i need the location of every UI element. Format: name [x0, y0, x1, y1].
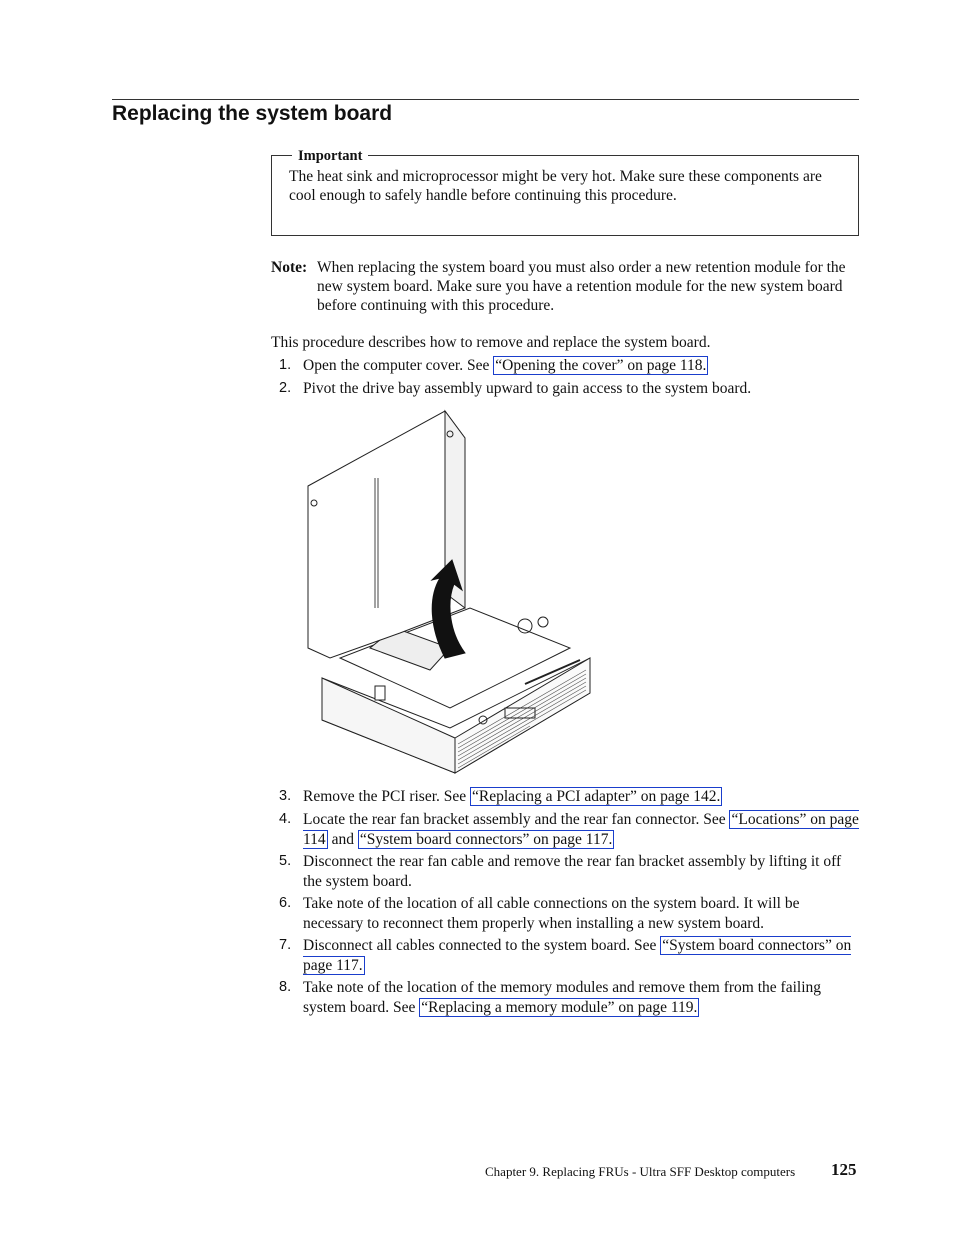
- step-number: 3.: [279, 788, 292, 804]
- locations-link[interactable]: “Locations” on page 114: [303, 811, 859, 848]
- step-text-body: Locate the rear fan bracket assembly and the rear fan connector. See: [303, 811, 730, 828]
- step-text-body: Remove the PCI riser. See: [303, 788, 471, 805]
- step-text: [303, 810, 863, 849]
- important-text: The heat sink and microprocessor might be very hot. Make sure these components are cool enough to safely handle before continuing this procedure.: [289, 168, 822, 204]
- important-label: Important: [292, 148, 368, 164]
- step-text: [303, 936, 863, 975]
- step-text-body: Disconnect all cables connected to the system board. See: [303, 937, 661, 954]
- step-number: 6.: [279, 895, 292, 911]
- important-callout: [271, 148, 859, 236]
- intro-paragraph: This procedure describes how to remove and replace the system board.: [271, 334, 711, 351]
- step-text: [303, 787, 863, 807]
- system-board-connectors-link[interactable]: “System board connectors” on page 117.: [359, 830, 613, 848]
- replacing-pci-adapter-link[interactable]: “Replacing a PCI adapter” on page 142.: [472, 788, 721, 805]
- page-number: 125: [831, 1160, 857, 1179]
- section-title: Replacing the system board: [112, 102, 393, 125]
- note-text: When replacing the system board you must also order a new retention module for the new system board. Make sure you have a retention module for the new system board before continuing with this procedure.: [317, 259, 846, 314]
- step-text-body: Take note of the location of the memory modules and remove them from the failing system board. See: [303, 979, 822, 1016]
- header-rule: [112, 99, 859, 100]
- step-text: Take note of the location of all cable connections on the system board. It will be necessary to reconnect them properly when installing a new system board.: [303, 895, 800, 932]
- note-label: Note:: [271, 259, 308, 276]
- step-number: 4.: [279, 811, 292, 827]
- drive-bay-pivot-illustration: [300, 408, 600, 778]
- step-text: Pivot the drive bay assembly upward to gain access to the system board.: [303, 380, 752, 397]
- step-text: [303, 356, 863, 376]
- system-board-connectors-link-2[interactable]: “System board connectors” on page 117.: [303, 937, 852, 974]
- step-number: 8.: [279, 979, 292, 995]
- step-number: 1.: [279, 357, 292, 373]
- step-text-join: and: [327, 830, 358, 848]
- step-text: Disconnect the rear fan cable and remove the rear fan bracket assembly by lifting it off the system board.: [303, 853, 842, 890]
- step-number: 5.: [279, 853, 292, 869]
- step-number: 7.: [279, 937, 292, 953]
- step-text: [303, 978, 863, 1017]
- replacing-memory-module-link[interactable]: “Replacing a memory module” on page 119.: [421, 998, 698, 1016]
- step-text-body: Open the computer cover. See: [303, 357, 494, 374]
- footer-chapter: Chapter 9. Replacing FRUs - Ultra SFF Desktop computers: [485, 1164, 796, 1179]
- opening-cover-link[interactable]: “Opening the cover” on page 118.: [495, 357, 707, 374]
- step-number: 2.: [279, 380, 292, 396]
